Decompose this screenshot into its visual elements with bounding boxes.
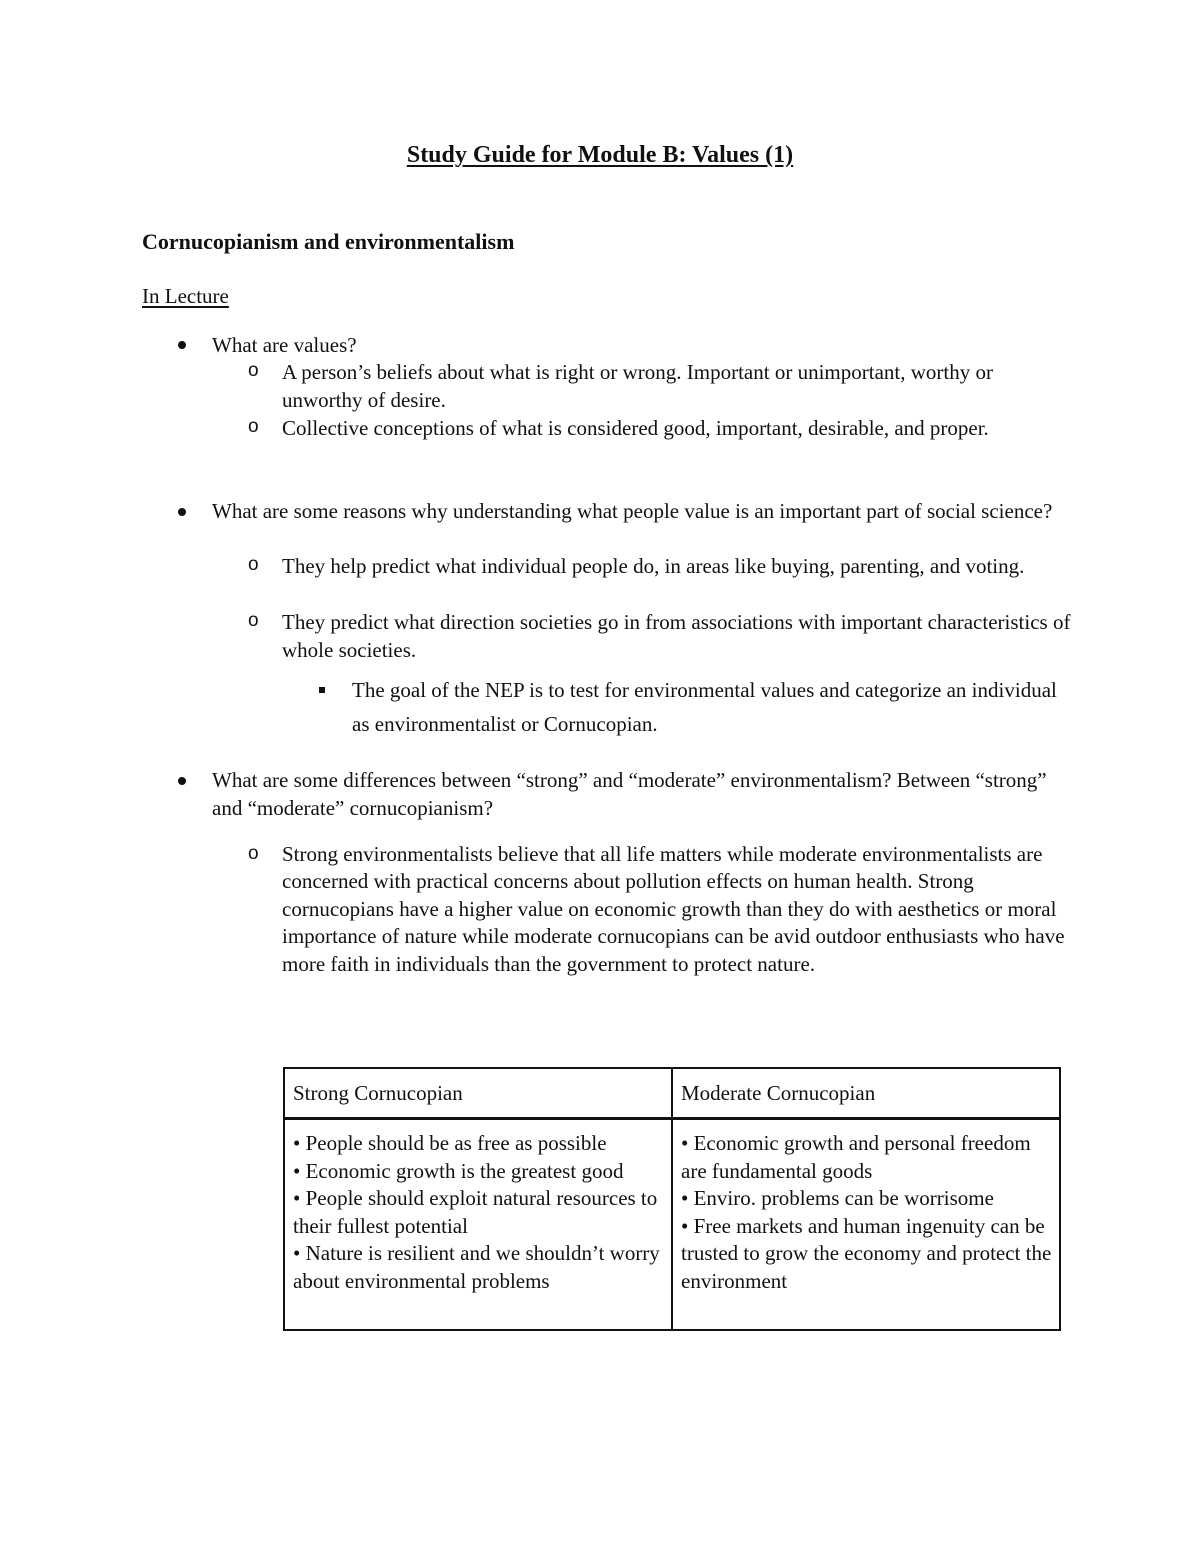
- list-item: • Economic growth and personal freedom are fundamental goods: [681, 1131, 1031, 1183]
- list-item: • Economic growth is the greatest good: [293, 1158, 624, 1183]
- question-2-sub-answer: The goal of the NEP is to test for environmental values and categorize an individual as environmentalist or Cornucopian.: [352, 678, 1057, 736]
- question-2-answer-1: They help predict what individual people do, in areas like buying, parenting, and voting.: [282, 554, 1025, 578]
- question-2-text: What are some reasons why understanding what people value is an important part of social science?: [212, 499, 1053, 523]
- question-3-text: What are some differences between “strong” and “moderate” environmentalism? Between “strong” and “moderate” cornucopianism?: [212, 768, 1047, 820]
- table-header-row: [284, 1068, 1060, 1119]
- list-item: • Nature is resilient and we shouldn’t worry about environmental problems: [293, 1241, 660, 1293]
- section-heading: Cornucopianism and environmentalism: [142, 229, 515, 254]
- question-1-answer-2: Collective conceptions of what is considered good, important, desirable, and proper.: [282, 416, 989, 440]
- bullet-dot-icon: [178, 508, 186, 516]
- question-3-answer-1: Strong environmentalists believe that all life matters while moderate environmentalists are concerned with practical concerns about pollution effects on human health. Strong cornucopians have a higher value on economic growth than they do with aesthetics or moral importance of nature while moderate cornucopians can be avid outdoor enthusiasts who have more faith in individuals than the government to protect nature.: [282, 842, 1065, 976]
- bullet-dot-icon: [178, 341, 186, 349]
- header-moderate-cornucopian: Moderate Cornucopian: [672, 1068, 1060, 1119]
- list-item: • People should be as free as possible: [293, 1131, 607, 1155]
- list-item: • Enviro. problems can be worrisome: [681, 1186, 994, 1210]
- cornucopian-comparison-table: [283, 1067, 1061, 1331]
- list-item: • People should exploit natural resources to their fullest potential: [293, 1186, 658, 1238]
- bullet-square-icon: [319, 687, 325, 693]
- subsection-heading: In Lecture: [142, 284, 229, 308]
- bullet-dot-icon: [178, 777, 186, 785]
- bullet-circle-icon: o: [248, 554, 259, 575]
- document-title: Study Guide for Module B: Values (1): [406, 142, 794, 168]
- question-1-text: What are values?: [212, 333, 357, 357]
- bullet-circle-icon: o: [248, 416, 259, 437]
- bullet-circle-icon: o: [248, 360, 259, 381]
- strong-cornucopian-cell: [284, 1119, 672, 1331]
- question-2-answer-2: They predict what direction societies go in from associations with important characteristics of whole societies.: [282, 610, 1071, 662]
- list-item: • Free markets and human ingenuity can be trusted to grow the economy and protect the environment: [681, 1213, 1052, 1293]
- bullet-circle-icon: o: [248, 843, 259, 864]
- question-1-answer-1: A person’s beliefs about what is right or wrong. Important or unimportant, worthy or unworthy of desire.: [282, 360, 993, 412]
- bullet-circle-icon: o: [248, 610, 259, 631]
- header-strong-cornucopian: Strong Cornucopian: [284, 1068, 672, 1119]
- moderate-cornucopian-cell: [672, 1119, 1060, 1331]
- table-row: [284, 1119, 1060, 1331]
